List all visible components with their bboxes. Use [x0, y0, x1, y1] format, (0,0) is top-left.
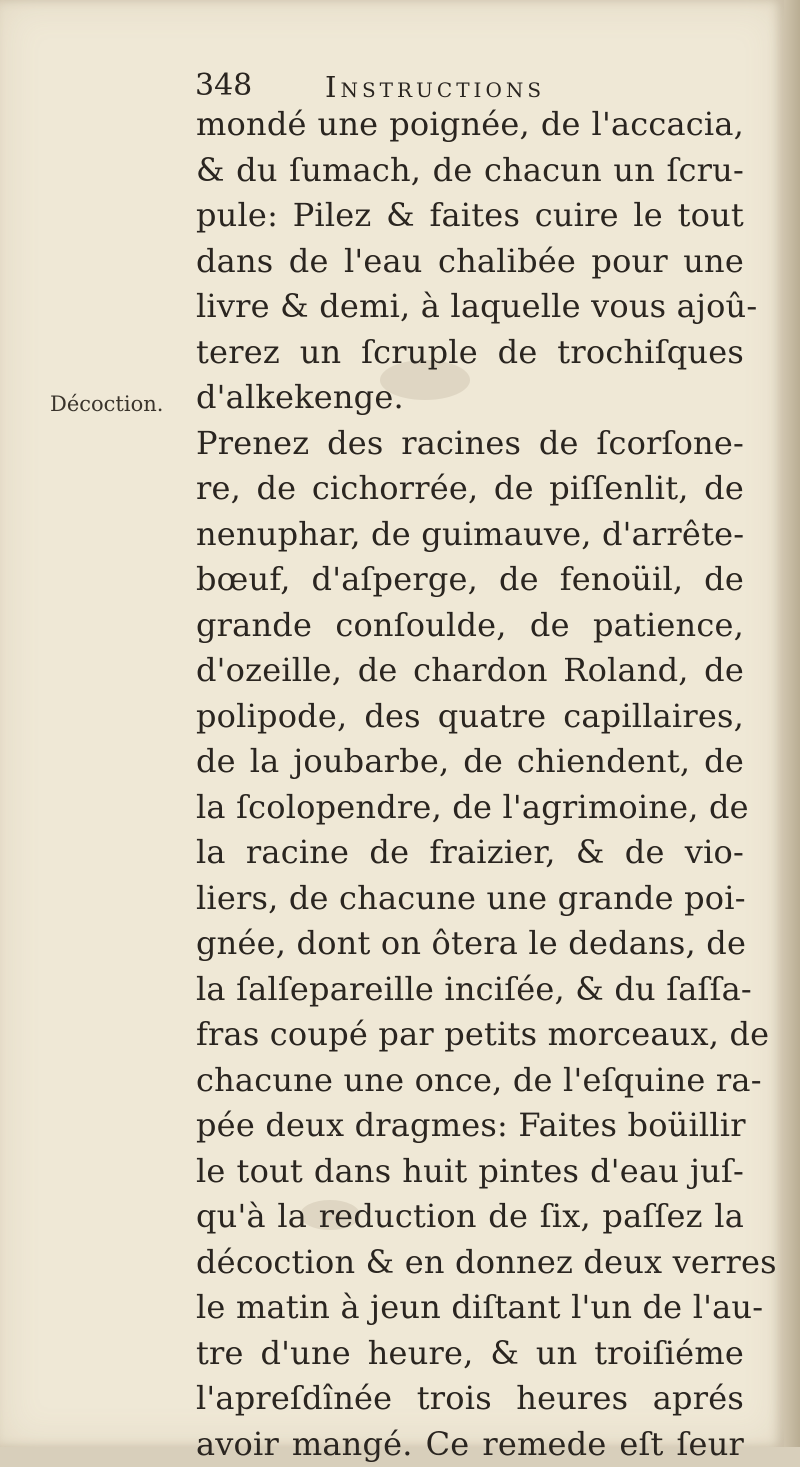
text-line: la ſcolopendre, de l'agrimoine, de: [196, 785, 744, 831]
text-line: tre d'une heure, & un troiſiéme: [196, 1331, 744, 1377]
text-line: d'ozeille, de chardon Roland, de: [196, 648, 744, 694]
text-line: qu'à la reduction de ſix, paſſez la: [196, 1194, 744, 1240]
text-line: de la joubarbe, de chiendent, de: [196, 739, 744, 785]
text-line: fras coupé par petits morceaux, de: [196, 1012, 744, 1058]
text-line: livre & demi, à laquelle vous ajoû-: [196, 284, 744, 330]
text-line: chacune une once, de l'eſquine ra-: [196, 1058, 744, 1104]
text-line: nenuphar, de guimauve, d'arrête-: [196, 512, 744, 558]
page-edge: [784, 0, 800, 1447]
text-line: la ſalſepareille inciſée, & du ſaſſa-: [196, 967, 744, 1013]
text-line: bœuf, d'aſperge, de fenoüil, de: [196, 557, 744, 603]
text-line: la racine de fraizier, & de vio-: [196, 830, 744, 876]
text-line: l'apreſdînée trois heures aprés: [196, 1376, 744, 1422]
margin-note: Décoction.: [50, 392, 163, 416]
text-line: le tout dans huit pintes d'eau juſ-: [196, 1149, 744, 1195]
text-line: décoction & en donnez deux verres: [196, 1240, 744, 1286]
text-line: & du ſumach, de chacun un ſcru-: [196, 148, 744, 194]
text-line: d'alkekenge.: [196, 375, 744, 421]
text-line: terez un ſcruple de trochiſques: [196, 330, 744, 376]
text-line: grande conſoulde, de patience,: [196, 603, 744, 649]
body-text: [196, 102, 744, 1467]
running-title: Instructions: [325, 70, 545, 104]
text-line: Prenez des racines de ſcorſone-: [196, 421, 744, 467]
page-number: 348: [195, 68, 252, 103]
text-line: dans de l'eau chalibée pour une: [196, 239, 744, 285]
text-line: polipode, des quatre capillaires,: [196, 694, 744, 740]
text-line: pule: Pilez & faites cuire le tout: [196, 193, 744, 239]
text-line: pée deux dragmes: Faites boüillir: [196, 1103, 744, 1149]
text-line: gnée, dont on ôtera le dedans, de: [196, 921, 744, 967]
text-line: re, de cichorrée, de piſſenlit, de: [196, 466, 744, 512]
text-line: avoir mangé. Ce remede eſt ſeur: [196, 1422, 744, 1467]
text-line: liers, de chacune une grande poi-: [196, 876, 744, 922]
text-line: le matin à jeun diſtant l'un de l'au-: [196, 1285, 744, 1331]
text-line: mondé une poignée, de l'accacia,: [196, 102, 744, 148]
